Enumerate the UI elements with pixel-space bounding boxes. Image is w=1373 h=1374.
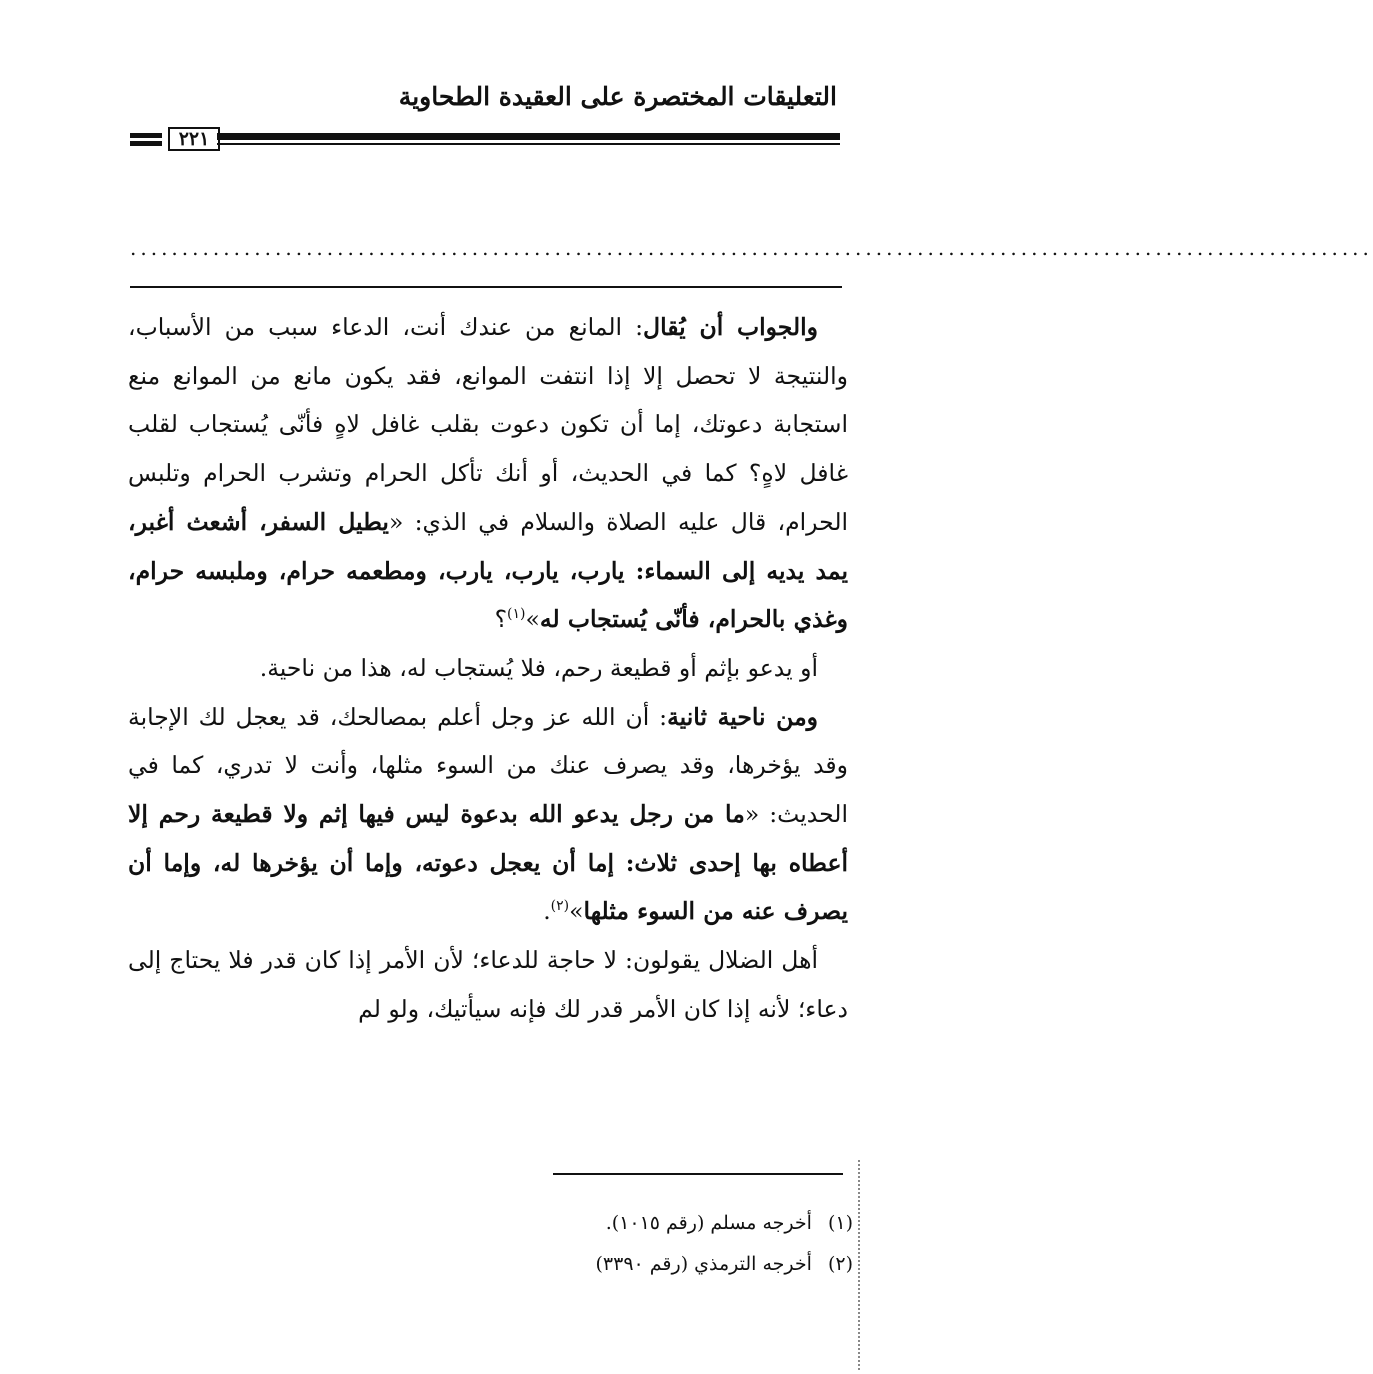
header-tick-mark bbox=[130, 133, 162, 138]
page-number: ٢٢١ bbox=[168, 127, 220, 151]
footnote-text: أخرجه الترمذي (رقم ٣٣٩٠) bbox=[595, 1253, 812, 1275]
quote-close: » bbox=[525, 605, 540, 634]
paragraph-second: أو يدعو بإثم أو قطيعة رحم، فلا يُستجاب له، هذا من ناحية. bbox=[259, 653, 818, 682]
quote-close: » bbox=[569, 897, 584, 926]
main-text bbox=[128, 303, 848, 1034]
section-rule bbox=[130, 286, 842, 288]
footnote-ref: (١) bbox=[507, 606, 526, 623]
hadith-quote: ما من رجل يدعو الله بدعوة ليس فيها إثم ولا قطيعة رحم إلا أعطاه بها إحدى ثلاث: إما أن يعجل دعوته، وإما أن يؤخرها له، وإما أن يصرف عنه من السوء مثلها bbox=[128, 800, 848, 926]
dotted-separator: ........................................................................................................................ bbox=[130, 236, 1373, 260]
footnote-2 bbox=[453, 1253, 853, 1275]
footnote-number: (١) bbox=[827, 1212, 853, 1234]
header-rule-thin bbox=[217, 143, 840, 145]
header-rule bbox=[130, 127, 840, 151]
footnote-ref: (٢) bbox=[550, 898, 570, 915]
scan-margin-artifact bbox=[858, 1160, 860, 1370]
paragraph-answer bbox=[128, 303, 848, 644]
footnote-rule bbox=[553, 1173, 843, 1175]
paragraph-other-aspect bbox=[128, 693, 848, 937]
paragraph-end: ؟ bbox=[494, 605, 508, 634]
header-tick-mark bbox=[130, 141, 162, 146]
paragraph-end: . bbox=[543, 897, 551, 926]
hadith-quote: يطيل السفر، أشعث أغبر، يمد يديه إلى السماء: يارب، يارب، يارب، ومطعمه حرام، وملبسه حرام، وغذي بالحرام، فأنّى يُستجاب له bbox=[128, 507, 848, 634]
footnote-text: أخرجه مسلم (رقم ١٠١٥). bbox=[605, 1212, 812, 1234]
paragraph-fourth: أهل الضلال يقولون: لا حاجة للدعاء؛ لأن الأمر إذا كان قدر فلا يحتاج إلى دعاء؛ لأنه إذا كان الأمر قدر لك فإنه سيأتيك، ولو لم bbox=[128, 946, 848, 1023]
footnote-1 bbox=[453, 1212, 853, 1234]
header-rule-thick bbox=[217, 133, 840, 140]
footnote-number: (٢) bbox=[827, 1253, 853, 1275]
paragraph-text: : المانع من عندك أنت، الدعاء سبب من الأسباب، والنتيجة لا تحصل إلا إذا انتفت الموانع، فقد يكون مانع من الموانع منع استجابة دعوتك، إما أن تكون دعوت بقلب غافل لاهٍ فأنّى يُستجاب لقلب غافل لاهٍ؟ كما في الحديث، أو أنك تأكل الحرام وتشرب الحرام وتلبس الحرام، قال عليه الصلاة والسلام في الذي: « bbox=[128, 313, 849, 536]
paragraph-text: : أن الله عز وجل أعلم بمصالحك، قد يعجل لك الإجابة وقد يؤخرها، وقد يصرف عنك من السوء مثلها، وأنت لا تدري، كما في الحديث: « bbox=[128, 702, 848, 829]
lead-phrase: ومن ناحية ثانية bbox=[667, 702, 819, 731]
lead-phrase: والجواب أن يُقال bbox=[643, 313, 819, 341]
running-header-title: التعليقات المختصرة على العقيدة الطحاوية bbox=[398, 82, 837, 111]
